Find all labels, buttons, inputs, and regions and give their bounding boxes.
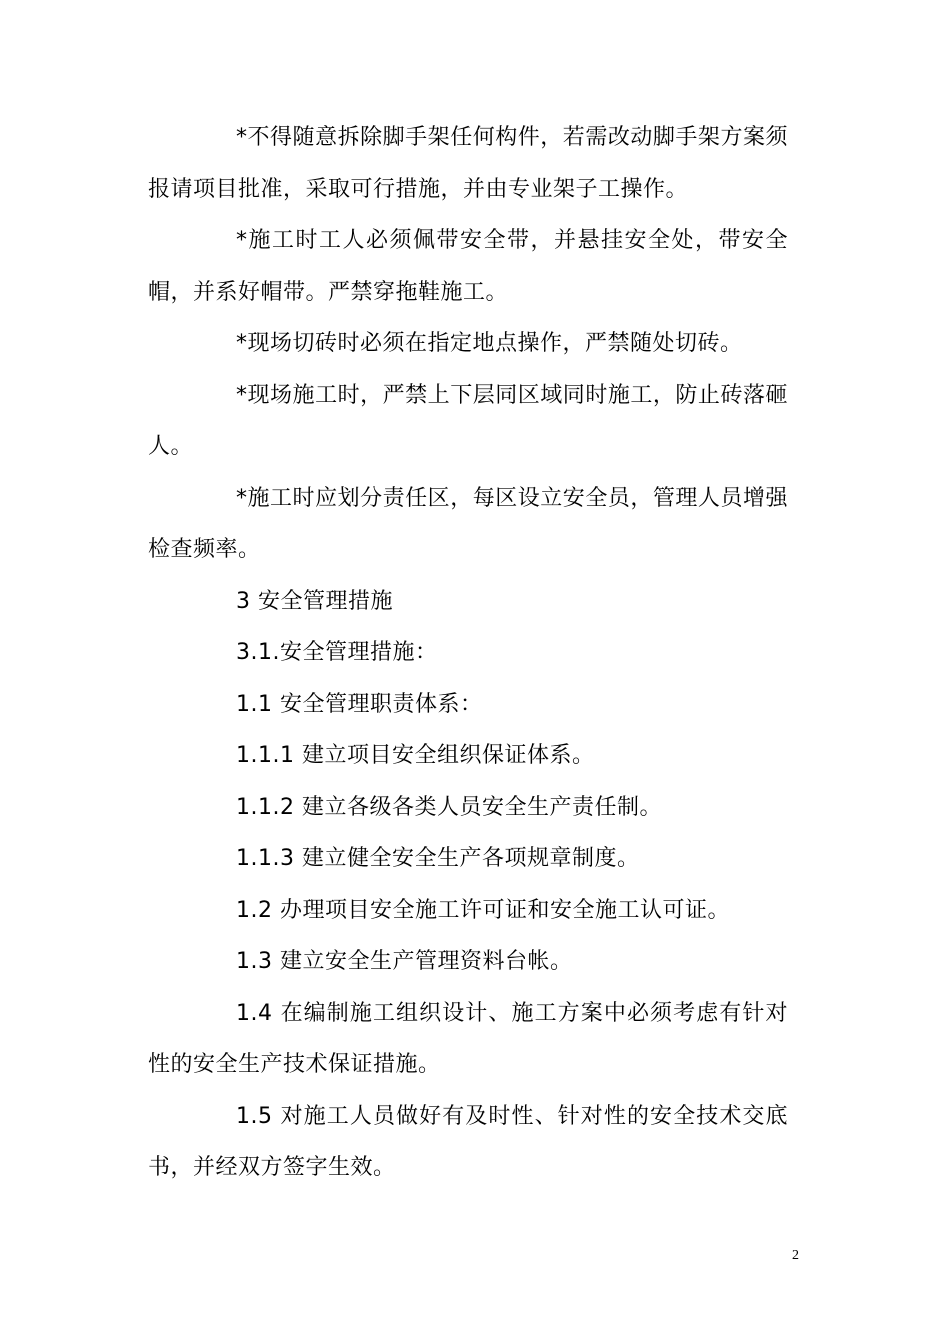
document-body — [148, 112, 788, 1194]
list-item-1-1-1: 1.1.1 建立项目安全组织保证体系。 — [236, 743, 595, 768]
paragraph-floor-work: *现场施工时，严禁上下层同区域同时施工，防止砖落砸人。 — [148, 382, 788, 459]
list-item-1-1-2: 1.1.2 建立各级各类人员安全生产责任制。 — [236, 794, 662, 820]
paragraph-responsibility-zone: *施工时应划分责任区，每区设立安全员，管理人员增强检查频率。 — [148, 485, 788, 562]
paragraph-scaffold-dismantling: *不得随意拆除脚手架任何构件，若需改动脚手架方案须报请项目批准，采取可行措施，并由专业架子工操作。 — [148, 125, 788, 202]
subsection-heading-3-1: 3.1.安全管理措施： — [236, 640, 438, 665]
list-item-1-5: 1.5 对施工人员做好有及时性、针对性的安全技术交底书，并经双方签字生效。 — [148, 1103, 788, 1180]
page-number: 2 — [792, 1248, 799, 1263]
subsection-heading-1-1: 1.1 安全管理职责体系： — [236, 691, 483, 717]
section-heading-safety-management: 3 安全管理措施 — [236, 588, 393, 614]
list-item-1-2: 1.2 办理项目安全施工许可证和安全施工认可证。 — [236, 897, 730, 923]
list-item-1-4: 1.4 在编制施工组织设计、施工方案中必须考虑有针对性的安全生产技术保证措施。 — [148, 1000, 788, 1077]
paragraph-brick-cutting: *现场切砖时必须在指定地点操作，严禁随处切砖。 — [236, 331, 743, 356]
paragraph-safety-belt: *施工时工人必须佩带安全带，并悬挂安全处，带安全帽，并系好帽带。严禁穿拖鞋施工。 — [148, 228, 788, 305]
list-item-1-3: 1.3 建立安全生产管理资料台帐。 — [236, 949, 573, 974]
list-item-1-1-3: 1.1.3 建立健全安全生产各项规章制度。 — [236, 846, 640, 871]
